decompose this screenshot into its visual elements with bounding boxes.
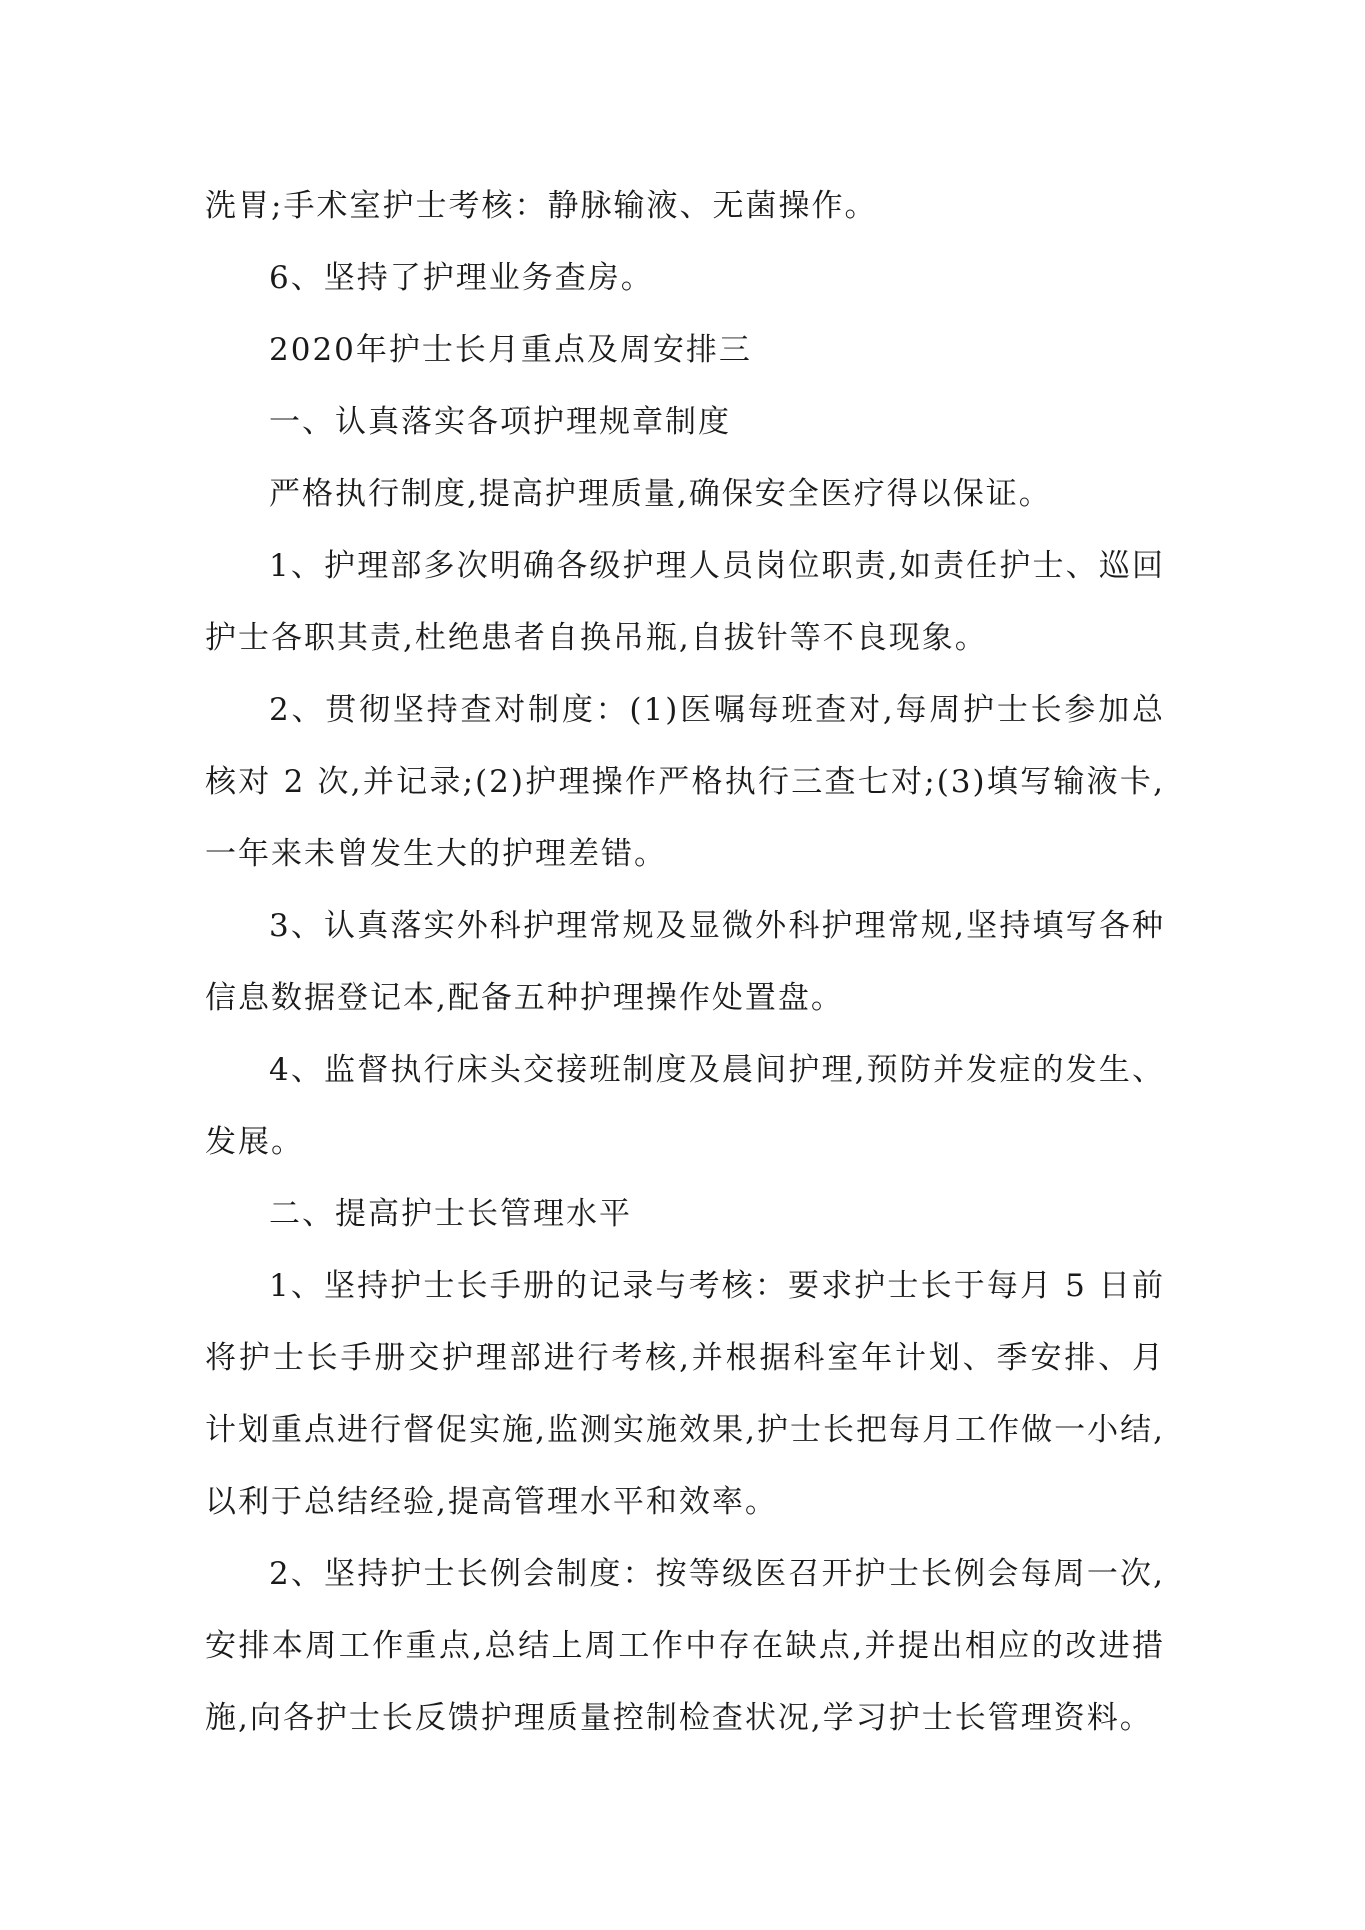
paragraph-item-2b: 2、坚持护士长例会制度：按等级医召开护士长例会每周一次,安排本周工作重点,总结上周工作中存在缺点,并提出相应的改进措施,向各护士长反馈护理质量控制检查状况,学习护士长管理资料。 [205, 1556, 1165, 1736]
paragraph-item-4: 4、监督执行床头交接班制度及晨间护理,预防并发症的发生、发展。 [205, 1052, 1165, 1160]
heading-one: 一、认真落实各项护理规章制度 [269, 404, 731, 440]
paragraph-item-3: 3、认真落实外科护理常规及显微外科护理常规,坚持填写各种信息数据登记本,配备五种护理操作处置盘。 [205, 908, 1165, 1016]
document-body [205, 170, 1165, 1754]
paragraph-continuation: 洗胃;手术室护士考核：静脉输液、无菌操作。 [205, 188, 878, 224]
paragraph-item-2: 2、贯彻坚持查对制度：(1)医嘱每班查对,每周护士长参加总核对 2 次,并记录;(2)护理操作严格执行三查七对;(3)填写输液卡,一年来未曾发生大的护理差错。 [205, 692, 1165, 872]
heading-two: 二、提高护士长管理水平 [269, 1196, 632, 1232]
section-title: 2020年护士长月重点及周安排三 [269, 332, 752, 368]
paragraph-intro: 严格执行制度,提高护理质量,确保安全医疗得以保证。 [269, 476, 1052, 512]
paragraph-item-1b: 1、坚持护士长手册的记录与考核：要求护士长于每月 5 日前将护士长手册交护理部进行考核,并根据科室年计划、季安排、月计划重点进行督促实施,监测实施效果,护士长把每月工作做一小结,以利于总结经验,提高管理水平和效率。 [205, 1268, 1165, 1520]
paragraph-item-1: 1、护理部多次明确各级护理人员岗位职责,如责任护士、巡回护士各职其责,杜绝患者自换吊瓶,自拔针等不良现象。 [205, 548, 1165, 656]
paragraph-item-6: 6、坚持了护理业务查房。 [269, 260, 654, 296]
